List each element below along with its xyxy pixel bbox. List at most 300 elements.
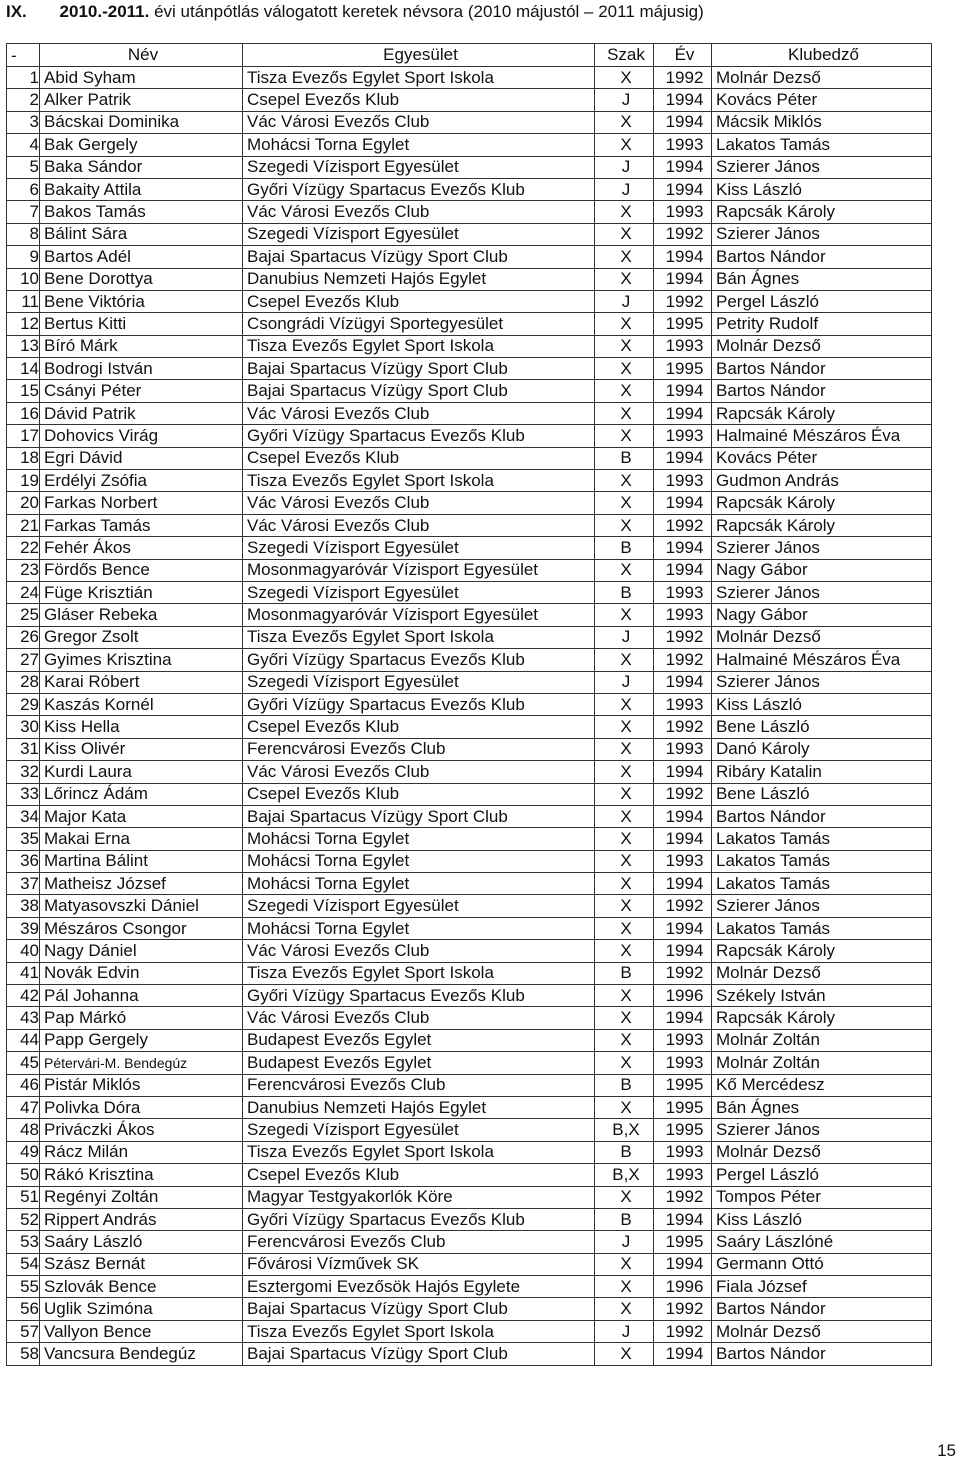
coach-name: Bene László	[712, 783, 932, 805]
row-number: 30	[7, 716, 40, 738]
athlete-name: Priváczki Ákos	[40, 1119, 243, 1141]
row-number: 26	[7, 626, 40, 648]
discipline: X	[595, 738, 654, 760]
discipline: X	[595, 134, 654, 156]
athlete-name: Major Kata	[40, 805, 243, 827]
coach-name: Szierer János	[712, 1119, 932, 1141]
birth-year: 1994	[654, 268, 712, 290]
club-name: Esztergomi Evezősök Hajós Egylete	[243, 1276, 595, 1298]
row-number: 41	[7, 962, 40, 984]
row-number: 2	[7, 89, 40, 111]
discipline: X	[595, 783, 654, 805]
birth-year: 1994	[654, 447, 712, 469]
athlete-name: Regényi Zoltán	[40, 1186, 243, 1208]
table-row	[7, 380, 932, 402]
coach-name: Halmainé Mészáros Éva	[712, 425, 932, 447]
table-row	[7, 1253, 932, 1275]
title-years: 2010.-2011.	[59, 2, 150, 21]
coach-name: Bene László	[712, 716, 932, 738]
row-number: 44	[7, 1029, 40, 1051]
discipline: X	[595, 1029, 654, 1051]
birth-year: 1993	[654, 693, 712, 715]
discipline: X	[595, 223, 654, 245]
birth-year: 1996	[654, 1276, 712, 1298]
discipline: X	[595, 805, 654, 827]
club-name: Vác Városi Evezős Club	[243, 761, 595, 783]
athlete-name: Gláser Rebeka	[40, 604, 243, 626]
club-name: Csepel Evezős Klub	[243, 447, 595, 469]
athlete-name: Pétervári-M. Bendegúz	[40, 1052, 243, 1074]
discipline: B,X	[595, 1119, 654, 1141]
athlete-name: Bíró Márk	[40, 335, 243, 357]
birth-year: 1994	[654, 246, 712, 268]
coach-name: Székely István	[712, 985, 932, 1007]
club-name: Mohácsi Torna Egylet	[243, 917, 595, 939]
birth-year: 1994	[654, 761, 712, 783]
table-row	[7, 201, 932, 223]
discipline: B	[595, 447, 654, 469]
club-name: Vác Városi Evezős Club	[243, 940, 595, 962]
row-number: 28	[7, 671, 40, 693]
coach-name: Tompos Péter	[712, 1186, 932, 1208]
club-name: Csepel Evezős Klub	[243, 290, 595, 312]
athlete-name: Mészáros Csongor	[40, 917, 243, 939]
discipline: X	[595, 828, 654, 850]
club-name: Tisza Evezős Egylet Sport Iskola	[243, 962, 595, 984]
athlete-name: Erdélyi Zsófia	[40, 470, 243, 492]
row-number: 43	[7, 1007, 40, 1029]
coach-name: Kiss László	[712, 1208, 932, 1230]
athlete-name: Szász Bernát	[40, 1253, 243, 1275]
page-title	[6, 0, 704, 28]
club-name: Győri Vízügy Spartacus Evezős Klub	[243, 178, 595, 200]
birth-year: 1992	[654, 1298, 712, 1320]
birth-year: 1993	[654, 1164, 712, 1186]
table-row	[7, 335, 932, 357]
table-row	[7, 604, 932, 626]
table-row	[7, 1052, 932, 1074]
birth-year: 1994	[654, 917, 712, 939]
athlete-name: Rákó Krisztina	[40, 1164, 243, 1186]
table-row	[7, 671, 932, 693]
table-row	[7, 559, 932, 581]
discipline: J	[595, 626, 654, 648]
coach-name: Gudmon András	[712, 470, 932, 492]
athlete-name: Karai Róbert	[40, 671, 243, 693]
athlete-name: Bácskai Dominika	[40, 111, 243, 133]
row-number: 54	[7, 1253, 40, 1275]
table-row	[7, 111, 932, 133]
coach-name: Lakatos Tamás	[712, 873, 932, 895]
row-number: 29	[7, 693, 40, 715]
coach-name: Bán Ágnes	[712, 1096, 932, 1118]
coach-name: Rapcsák Károly	[712, 940, 932, 962]
row-number: 52	[7, 1208, 40, 1230]
birth-year: 1993	[654, 738, 712, 760]
club-name: Tisza Evezős Egylet Sport Iskola	[243, 626, 595, 648]
coach-name: Bartos Nándor	[712, 1343, 932, 1365]
birth-year: 1995	[654, 1119, 712, 1141]
row-number: 56	[7, 1298, 40, 1320]
athlete-name: Fördős Bence	[40, 559, 243, 581]
header-coach: Klubedző	[712, 44, 932, 67]
club-name: Ferencvárosi Evezős Club	[243, 1231, 595, 1253]
header-discipline: Szak	[595, 44, 654, 67]
row-number: 9	[7, 246, 40, 268]
coach-name: Pergel László	[712, 290, 932, 312]
discipline: X	[595, 201, 654, 223]
birth-year: 1992	[654, 962, 712, 984]
birth-year: 1994	[654, 492, 712, 514]
coach-name: Bartos Nándor	[712, 246, 932, 268]
athlete-name: Vallyon Bence	[40, 1320, 243, 1342]
table-row	[7, 89, 932, 111]
row-number: 39	[7, 917, 40, 939]
row-number: 5	[7, 156, 40, 178]
row-number: 27	[7, 649, 40, 671]
discipline: X	[595, 604, 654, 626]
table-row	[7, 1164, 932, 1186]
birth-year: 1995	[654, 358, 712, 380]
table-row	[7, 805, 932, 827]
athlete-name: Bene Dorottya	[40, 268, 243, 290]
coach-name: Halmainé Mészáros Éva	[712, 649, 932, 671]
athlete-name: Kiss Olivér	[40, 738, 243, 760]
row-number: 7	[7, 201, 40, 223]
row-number: 57	[7, 1320, 40, 1342]
table-row	[7, 693, 932, 715]
discipline: X	[595, 940, 654, 962]
athlete-name: Egri Dávid	[40, 447, 243, 469]
table-row	[7, 649, 932, 671]
table-row	[7, 962, 932, 984]
discipline: X	[595, 1343, 654, 1365]
athlete-name: Gyimes Krisztina	[40, 649, 243, 671]
athlete-name: Bertus Kitti	[40, 313, 243, 335]
club-name: Csepel Evezős Klub	[243, 89, 595, 111]
discipline: X	[595, 470, 654, 492]
birth-year: 1994	[654, 111, 712, 133]
club-name: Budapest Evezős Egylet	[243, 1029, 595, 1051]
discipline: X	[595, 1253, 654, 1275]
row-number: 13	[7, 335, 40, 357]
athlete-name: Pál Johanna	[40, 985, 243, 1007]
birth-year: 1992	[654, 895, 712, 917]
coach-name: Rapcsák Károly	[712, 1007, 932, 1029]
birth-year: 1993	[654, 850, 712, 872]
birth-year: 1994	[654, 940, 712, 962]
discipline: J	[595, 290, 654, 312]
athlete-name: Bene Viktória	[40, 290, 243, 312]
club-name: Danubius Nemzeti Hajós Egylet	[243, 268, 595, 290]
birth-year: 1995	[654, 1074, 712, 1096]
club-name: Mohácsi Torna Egylet	[243, 850, 595, 872]
table-row	[7, 828, 932, 850]
birth-year: 1994	[654, 1007, 712, 1029]
header-club: Egyesület	[243, 44, 595, 67]
club-name: Szegedi Vízisport Egyesület	[243, 223, 595, 245]
table-row	[7, 1320, 932, 1342]
discipline: B	[595, 537, 654, 559]
birth-year: 1992	[654, 649, 712, 671]
row-number: 42	[7, 985, 40, 1007]
club-name: Ferencvárosi Evezős Club	[243, 738, 595, 760]
coach-name: Mácsik Miklós	[712, 111, 932, 133]
table-row	[7, 1276, 932, 1298]
athlete-name: Füge Krisztián	[40, 581, 243, 603]
discipline: X	[595, 358, 654, 380]
table-row	[7, 156, 932, 178]
athlete-name: Bak Gergely	[40, 134, 243, 156]
discipline: J	[595, 156, 654, 178]
coach-name: Szierer János	[712, 223, 932, 245]
athlete-name: Csányi Péter	[40, 380, 243, 402]
birth-year: 1994	[654, 89, 712, 111]
club-name: Vác Városi Evezős Club	[243, 402, 595, 424]
table-row	[7, 67, 932, 89]
discipline: B,X	[595, 1164, 654, 1186]
club-name: Bajai Spartacus Vízügy Sport Club	[243, 1298, 595, 1320]
discipline: X	[595, 559, 654, 581]
discipline: X	[595, 425, 654, 447]
table-row	[7, 761, 932, 783]
table-row	[7, 313, 932, 335]
birth-year: 1992	[654, 223, 712, 245]
birth-year: 1992	[654, 1186, 712, 1208]
discipline: X	[595, 1052, 654, 1074]
birth-year: 1993	[654, 1141, 712, 1163]
row-number: 38	[7, 895, 40, 917]
birth-year: 1992	[654, 514, 712, 536]
club-name: Bajai Spartacus Vízügy Sport Club	[243, 805, 595, 827]
athlete-name: Nagy Dániel	[40, 940, 243, 962]
athlete-name: Pistár Miklós	[40, 1074, 243, 1096]
row-number: 21	[7, 514, 40, 536]
birth-year: 1993	[654, 335, 712, 357]
table-row	[7, 492, 932, 514]
athlete-name: Matyasovszki Dániel	[40, 895, 243, 917]
club-name: Győri Vízügy Spartacus Evezős Klub	[243, 425, 595, 447]
athlete-name: Bakos Tamás	[40, 201, 243, 223]
birth-year: 1992	[654, 626, 712, 648]
club-name: Bajai Spartacus Vízügy Sport Club	[243, 246, 595, 268]
discipline: J	[595, 671, 654, 693]
table-row	[7, 1119, 932, 1141]
club-name: Győri Vízügy Spartacus Evezős Klub	[243, 985, 595, 1007]
athlete-name: Gregor Zsolt	[40, 626, 243, 648]
athlete-name: Dávid Patrik	[40, 402, 243, 424]
row-number: 11	[7, 290, 40, 312]
athlete-name: Saáry László	[40, 1231, 243, 1253]
birth-year: 1994	[654, 1343, 712, 1365]
row-number: 22	[7, 537, 40, 559]
coach-name: Danó Károly	[712, 738, 932, 760]
discipline: X	[595, 492, 654, 514]
birth-year: 1994	[654, 873, 712, 895]
coach-name: Szierer János	[712, 156, 932, 178]
table-row	[7, 783, 932, 805]
coach-name: Molnár Zoltán	[712, 1052, 932, 1074]
table-row	[7, 1208, 932, 1230]
table-row	[7, 985, 932, 1007]
club-name: Szegedi Vízisport Egyesület	[243, 581, 595, 603]
athlete-name: Papp Gergely	[40, 1029, 243, 1051]
table-row	[7, 223, 932, 245]
table-row	[7, 402, 932, 424]
discipline: X	[595, 268, 654, 290]
discipline: X	[595, 67, 654, 89]
table-row	[7, 626, 932, 648]
athlete-name: Rácz Milán	[40, 1141, 243, 1163]
athlete-name: Szlovák Bence	[40, 1276, 243, 1298]
athlete-name: Rippert András	[40, 1208, 243, 1230]
row-number: 20	[7, 492, 40, 514]
athlete-name: Bodrogi István	[40, 358, 243, 380]
club-name: Vác Városi Evezős Club	[243, 492, 595, 514]
row-number: 16	[7, 402, 40, 424]
birth-year: 1992	[654, 67, 712, 89]
coach-name: Szierer János	[712, 895, 932, 917]
table-row	[7, 1007, 932, 1029]
coach-name: Kő Mercédesz	[712, 1074, 932, 1096]
row-number: 45	[7, 1052, 40, 1074]
athlete-name: Lőrincz Ádám	[40, 783, 243, 805]
table-row	[7, 514, 932, 536]
row-number: 32	[7, 761, 40, 783]
table-row	[7, 716, 932, 738]
row-number: 46	[7, 1074, 40, 1096]
coach-name: Lakatos Tamás	[712, 850, 932, 872]
table-row	[7, 873, 932, 895]
row-number: 24	[7, 581, 40, 603]
athlete-name: Farkas Tamás	[40, 514, 243, 536]
table-row	[7, 1029, 932, 1051]
club-name: Szegedi Vízisport Egyesület	[243, 895, 595, 917]
row-number: 49	[7, 1141, 40, 1163]
table-row	[7, 470, 932, 492]
birth-year: 1994	[654, 671, 712, 693]
athlete-name: Matheisz József	[40, 873, 243, 895]
club-name: Győri Vízügy Spartacus Evezős Klub	[243, 1208, 595, 1230]
club-name: Danubius Nemzeti Hajós Egylet	[243, 1096, 595, 1118]
table-row	[7, 268, 932, 290]
birth-year: 1993	[654, 581, 712, 603]
birth-year: 1992	[654, 783, 712, 805]
table-row	[7, 738, 932, 760]
coach-name: Pergel László	[712, 1164, 932, 1186]
header-year: Év	[654, 44, 712, 67]
table-row	[7, 1074, 932, 1096]
coach-name: Germann Ottó	[712, 1253, 932, 1275]
discipline: X	[595, 246, 654, 268]
title-text: évi utánpótlás válogatott keretek névsora (2010 májustól – 2011 májusig)	[154, 2, 704, 21]
table-row	[7, 1141, 932, 1163]
coach-name: Kovács Péter	[712, 89, 932, 111]
club-name: Vác Városi Evezős Club	[243, 514, 595, 536]
club-name: Vác Városi Evezős Club	[243, 201, 595, 223]
athlete-name: Bálint Sára	[40, 223, 243, 245]
discipline: X	[595, 1298, 654, 1320]
club-name: Budapest Evezős Egylet	[243, 1052, 595, 1074]
discipline: B	[595, 1141, 654, 1163]
birth-year: 1994	[654, 805, 712, 827]
discipline: X	[595, 761, 654, 783]
row-number: 34	[7, 805, 40, 827]
birth-year: 1993	[654, 425, 712, 447]
discipline: X	[595, 313, 654, 335]
coach-name: Rapcsák Károly	[712, 514, 932, 536]
row-number: 12	[7, 313, 40, 335]
athlete-name: Uglik Szimóna	[40, 1298, 243, 1320]
table-row	[7, 358, 932, 380]
discipline: X	[595, 917, 654, 939]
coach-name: Bartos Nándor	[712, 380, 932, 402]
athlete-name: Martina Bálint	[40, 850, 243, 872]
header-index: -	[7, 44, 40, 67]
club-name: Csepel Evezős Klub	[243, 783, 595, 805]
table-body	[7, 67, 932, 1366]
discipline: X	[595, 514, 654, 536]
discipline: X	[595, 895, 654, 917]
table-header-row	[7, 44, 932, 67]
club-name: Mosonmagyaróvár Vízisport Egyesület	[243, 604, 595, 626]
discipline: X	[595, 985, 654, 1007]
coach-name: Petrity Rudolf	[712, 313, 932, 335]
discipline: B	[595, 581, 654, 603]
birth-year: 1994	[654, 537, 712, 559]
table-row	[7, 1096, 932, 1118]
birth-year: 1995	[654, 313, 712, 335]
club-name: Tisza Evezős Egylet Sport Iskola	[243, 1320, 595, 1342]
coach-name: Bartos Nándor	[712, 1298, 932, 1320]
discipline: J	[595, 178, 654, 200]
discipline: B	[595, 962, 654, 984]
coach-name: Bán Ágnes	[712, 268, 932, 290]
club-name: Győri Vízügy Spartacus Evezős Klub	[243, 693, 595, 715]
athlete-name: Fehér Ákos	[40, 537, 243, 559]
coach-name: Kiss László	[712, 693, 932, 715]
discipline: X	[595, 1096, 654, 1118]
coach-name: Bartos Nándor	[712, 358, 932, 380]
row-number: 6	[7, 178, 40, 200]
roster-table	[6, 43, 932, 1366]
table-row	[7, 850, 932, 872]
discipline: X	[595, 335, 654, 357]
row-number: 3	[7, 111, 40, 133]
birth-year: 1993	[654, 604, 712, 626]
athlete-name: Alker Patrik	[40, 89, 243, 111]
row-number: 50	[7, 1164, 40, 1186]
club-name: Győri Vízügy Spartacus Evezős Klub	[243, 649, 595, 671]
section-number: IX.	[6, 2, 27, 21]
birth-year: 1993	[654, 201, 712, 223]
row-number: 35	[7, 828, 40, 850]
club-name: Bajai Spartacus Vízügy Sport Club	[243, 1343, 595, 1365]
coach-name: Lakatos Tamás	[712, 828, 932, 850]
discipline: X	[595, 649, 654, 671]
birth-year: 1992	[654, 290, 712, 312]
row-number: 36	[7, 850, 40, 872]
club-name: Vác Városi Evezős Club	[243, 1007, 595, 1029]
club-name: Csongrádi Vízügyi Sportegyesület	[243, 313, 595, 335]
club-name: Csepel Evezős Klub	[243, 716, 595, 738]
athlete-name: Kiss Hella	[40, 716, 243, 738]
discipline: X	[595, 1186, 654, 1208]
birth-year: 1994	[654, 402, 712, 424]
table-row	[7, 537, 932, 559]
club-name: Szegedi Vízisport Egyesület	[243, 156, 595, 178]
birth-year: 1994	[654, 559, 712, 581]
